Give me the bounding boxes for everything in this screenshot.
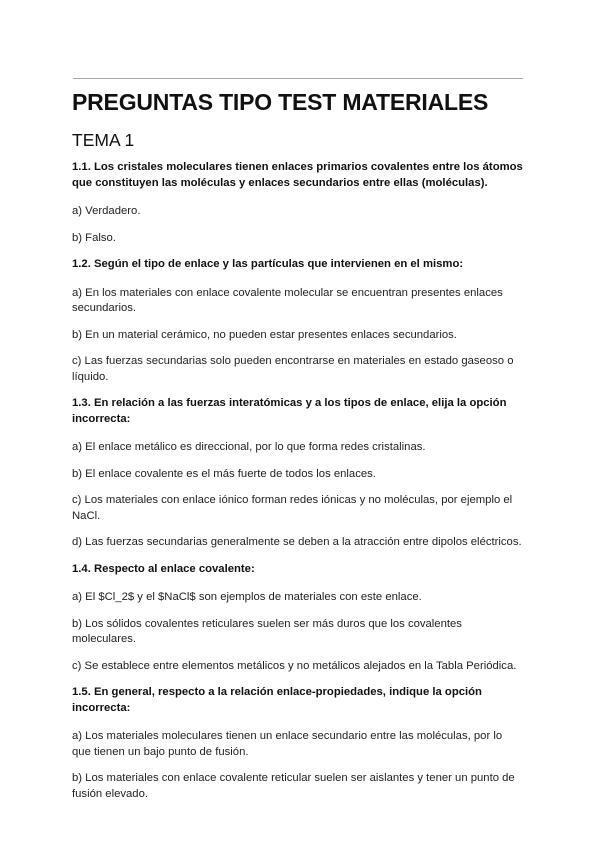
question-1-1: 1.1. Los cristales moleculares tienen enlaces primarios covalentes entre los átomos que constituyen las moléculas y enlaces secundarios entre ellas (moléculas).	[72, 161, 523, 189]
question-1-3-option-c: c) Los materiales con enlace iónico forman redes iónicas y no moléculas, por ejemplo el NaCl.	[72, 494, 513, 522]
question-1-2-option-a: a) En los materiales con enlace covalente molecular se encuentran presentes enlaces secundarios.	[72, 286, 503, 314]
question-1-2: 1.2. Según el tipo de enlace y las partículas que intervienen en el mismo:	[72, 258, 464, 270]
question-1-4: 1.4. Respecto al enlace covalente:	[72, 562, 255, 575]
question-1-3-option-b: b) El enlace covalente es el más fuerte de todos los enlaces.	[72, 467, 376, 480]
question-1-5: 1.5. En general, respecto a la relación enlace-propiedades, indique la opción incorrecta:	[72, 686, 482, 714]
question-1-4-option-a: a) El $Cl_2$ y el $NaCl$ son ejemplos de materiales con este enlace.	[72, 591, 422, 603]
question-1-5-option-a: a) Los materiales moleculares tienen un enlace secundario entre las moléculas, por lo que tienen un bajo punto de fusión.	[72, 730, 503, 758]
question-1-1-option-b: b) Falso.	[72, 231, 116, 244]
question-1-4-option-b: b) Los sólidos covalentes reticulares suelen ser más duros que los covalentes moleculares.	[72, 617, 462, 645]
question-1-2-option-c: c) Las fuerzas secundarias solo pueden encontrarse en materiales en estado gaseoso o líquido.	[72, 355, 514, 383]
question-1-1-option-a: a) Verdadero.	[72, 205, 141, 217]
header-rule	[73, 78, 523, 79]
question-1-3-option-d: d) Las fuerzas secundarias generalmente se deben a la atracción entre dipolos eléctricos.	[72, 536, 522, 548]
document-content	[72, 86, 524, 802]
question-1-2-option-b: b) En un material cerámico, no pueden estar presentes enlaces secundarios.	[72, 328, 457, 341]
question-1-3: 1.3. En relación a las fuerzas interatómicas y a los tipos de enlace, elija la opción incorrecta:	[72, 397, 507, 425]
question-1-4-option-c: c) Se establece entre elementos metálicos y no metálicos alejados en la Tabla Periódica.	[72, 659, 517, 672]
document-title: PREGUNTAS TIPO TEST MATERIALES	[72, 89, 489, 115]
question-1-5-option-b: b) Los materiales con enlace covalente reticular suelen ser aislantes y tener un punto de fusión elevado.	[72, 772, 515, 800]
question-1-3-option-a: a) El enlace metálico es direccional, por lo que forma redes cristalinas.	[72, 441, 426, 453]
section-title: TEMA 1	[72, 130, 135, 150]
